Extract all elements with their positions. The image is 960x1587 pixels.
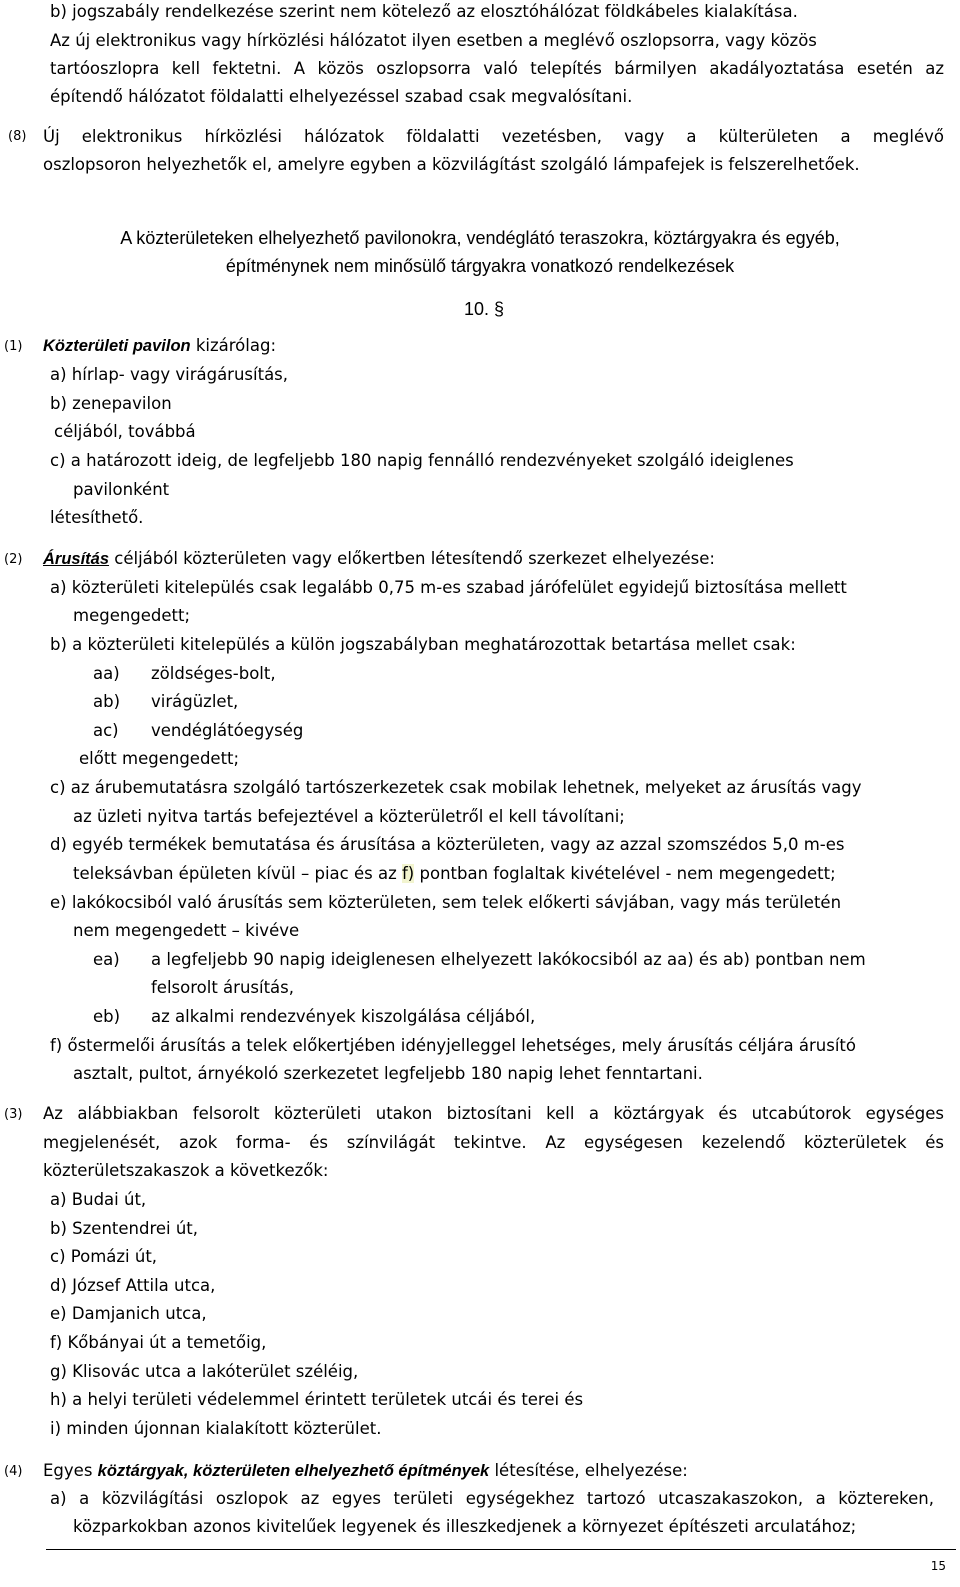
- list-item-continued: asztalt, pultot, árnyékoló szerkezetet legfeljebb 180 napig lehet fenntartani.: [73, 1064, 703, 1083]
- list-item: e) lakókocsiból való árusítás sem közterületen, sem telek előkerti sávjában, vagy más területén: [50, 893, 842, 912]
- text-line: céljából, továbbá: [54, 422, 196, 441]
- sub-item-label: ea): [93, 950, 120, 969]
- sub-item-label: ac): [93, 721, 119, 740]
- defined-term: köztárgyak, közterületen elhelyezhető építmények: [97, 1462, 490, 1480]
- sub-item: vendéglátóegység: [151, 721, 304, 740]
- street-list-item: g) Klisovác utca a lakóterület széléig,: [50, 1362, 359, 1381]
- list-item: a) közterületi kitelepülés csak legalább 0,75 m-es szabad járófelület egyidejű biztosítása mellett: [50, 578, 847, 597]
- sub-item-continued: felsorolt árusítás,: [151, 978, 295, 997]
- sub-item: virágüzlet,: [151, 692, 239, 711]
- text-line: létesíthető.: [50, 508, 144, 527]
- list-item: b) a közterületi kitelepülés a külön jogszabályban meghatározottak betartása mellet csak:: [50, 635, 796, 654]
- sub-item-label: eb): [93, 1007, 121, 1026]
- paragraph-1-intro: Közterületi pavilon kizárólag:: [43, 336, 277, 355]
- defined-term: Árusítás: [43, 550, 110, 568]
- paragraph-number: (3): [4, 1107, 23, 1122]
- street-list-item: d) József Attila utca,: [50, 1276, 216, 1295]
- highlighted-reference: f): [402, 864, 415, 883]
- street-list-item: f) Kőbányai út a temetőig,: [50, 1333, 267, 1352]
- defined-term: Közterületi pavilon: [43, 337, 191, 355]
- list-item: d) egyéb termékek bemutatása és árusítása a közterületen, vagy az azzal szomszédos 5,0 m-es: [50, 835, 845, 854]
- street-list-item: a) Budai út,: [50, 1190, 147, 1209]
- list-item: a) a közvilágítási oszlopok az egyes területi egységekhez tartozó utcaszakaszokon, a köztereken,: [50, 1489, 934, 1508]
- list-item-continued: teleksávban épületen kívül – piac és az f) pontban foglaltak kivételével - nem megengedett;: [73, 864, 836, 883]
- paragraph-4-intro: Egyes köztárgyak, közterületen elhelyezhető építmények létesítése, elhelyezése:: [43, 1461, 688, 1480]
- paragraph-8-line: oszlopsoron helyezhetők el, amelyre egyben a közvilágítást szolgáló lámpafejek is felszerelhetőek.: [43, 155, 860, 174]
- paragraph-number: (4): [4, 1464, 23, 1479]
- text-line: előtt megengedett;: [79, 749, 240, 768]
- sub-item: a legfeljebb 90 napig ideiglenesen elhelyezett lakókocsiból az aa) és ab) pontban nem: [151, 950, 866, 969]
- list-item-continued: közparkokban azonos kivitelűek legyenek és illeszkedjenek a környezet építészeti arculatához;: [73, 1517, 857, 1536]
- intro-line: b) jogszabály rendelkezése szerint nem kötelező az elosztóhálózat földkábeles kialakítása.: [50, 2, 798, 21]
- intro-line: Az új elektronikus vagy hírközlési hálózatot ilyen esetben a meglévő oszlopsorra, vagy közös: [50, 31, 817, 50]
- paragraph-number: (8): [8, 129, 27, 144]
- paragraph-number: (1): [4, 339, 23, 354]
- list-item-continued: megengedett;: [73, 606, 191, 625]
- street-list-item: h) a helyi területi védelemmel érintett területek utcái és terei és: [50, 1390, 584, 1409]
- section-number: 10. §: [464, 299, 505, 319]
- section-heading: építménynek nem minősülő tárgyakra vonatkozó rendelkezések: [225, 256, 735, 276]
- street-list-item: c) Pomázi út,: [50, 1247, 158, 1266]
- paragraph-3-line: Az alábbiakban felsorolt közterületi utakon biztosítani kell a köztárgyak és utcabútorok egységes: [43, 1104, 944, 1123]
- sub-item-label: aa): [93, 664, 120, 683]
- section-heading: A közterületeken elhelyezhető pavilonokra, vendéglátó teraszokra, köztárgyakra és egyéb,: [120, 228, 840, 248]
- street-list-item: i) minden újonnan kialakított közterület.: [50, 1419, 382, 1438]
- paragraph-3-line: közterületszakaszok a következők:: [43, 1161, 329, 1180]
- street-list-item: b) Szentendrei út,: [50, 1219, 199, 1238]
- list-item: a) hírlap- vagy virágárusítás,: [50, 365, 289, 384]
- list-item-continued: az üzleti nyitva tartás befejeztével a közterületről el kell távolítani;: [73, 807, 625, 826]
- list-item: f) őstermelői árusítás a telek előkertjében idényjelleggel lehetséges, mely árusítás céljára árusító: [50, 1036, 856, 1055]
- intro-line: tartóoszlopra kell fektetni. A közös oszlopsorra való telepítés bármilyen akadályoztatása esetén az: [50, 59, 944, 78]
- street-list-item: e) Damjanich utca,: [50, 1304, 207, 1323]
- footer-rule: [46, 1549, 956, 1550]
- list-item-continued: pavilonként: [73, 480, 170, 499]
- paragraph-8-line: Új elektronikus hírközlési hálózatok földalatti vezetésben, vagy a külterületen a meglévő: [43, 127, 944, 146]
- sub-item-label: ab): [93, 692, 121, 711]
- page-number: 15: [930, 1559, 946, 1573]
- list-item: b) zenepavilon: [50, 394, 172, 413]
- paragraph-2-intro: Árusítás céljából közterületen vagy előkertben létesítendő szerkezet elhelyezése:: [43, 549, 715, 568]
- sub-item: zöldséges-bolt,: [151, 664, 276, 683]
- list-item-continued: nem megengedett – kivéve: [73, 921, 300, 940]
- sub-item: az alkalmi rendezvények kiszolgálása céljából,: [151, 1007, 536, 1026]
- list-item: c) az árubemutatásra szolgáló tartószerkezetek csak mobilak lehetnek, melyeket az árusítás vagy: [50, 778, 862, 797]
- intro-line: építendő hálózatot földalatti elhelyezéssel szabad csak megvalósítani.: [50, 87, 633, 106]
- paragraph-3-line: megjelenését, azok forma- és színvilágát tekintve. Az egységesen kezelendő közterületek és: [43, 1133, 944, 1152]
- paragraph-number: (2): [4, 552, 23, 567]
- list-item: c) a határozott ideig, de legfeljebb 180 napig fennálló rendezvényeket szolgáló ideiglenes: [50, 451, 794, 470]
